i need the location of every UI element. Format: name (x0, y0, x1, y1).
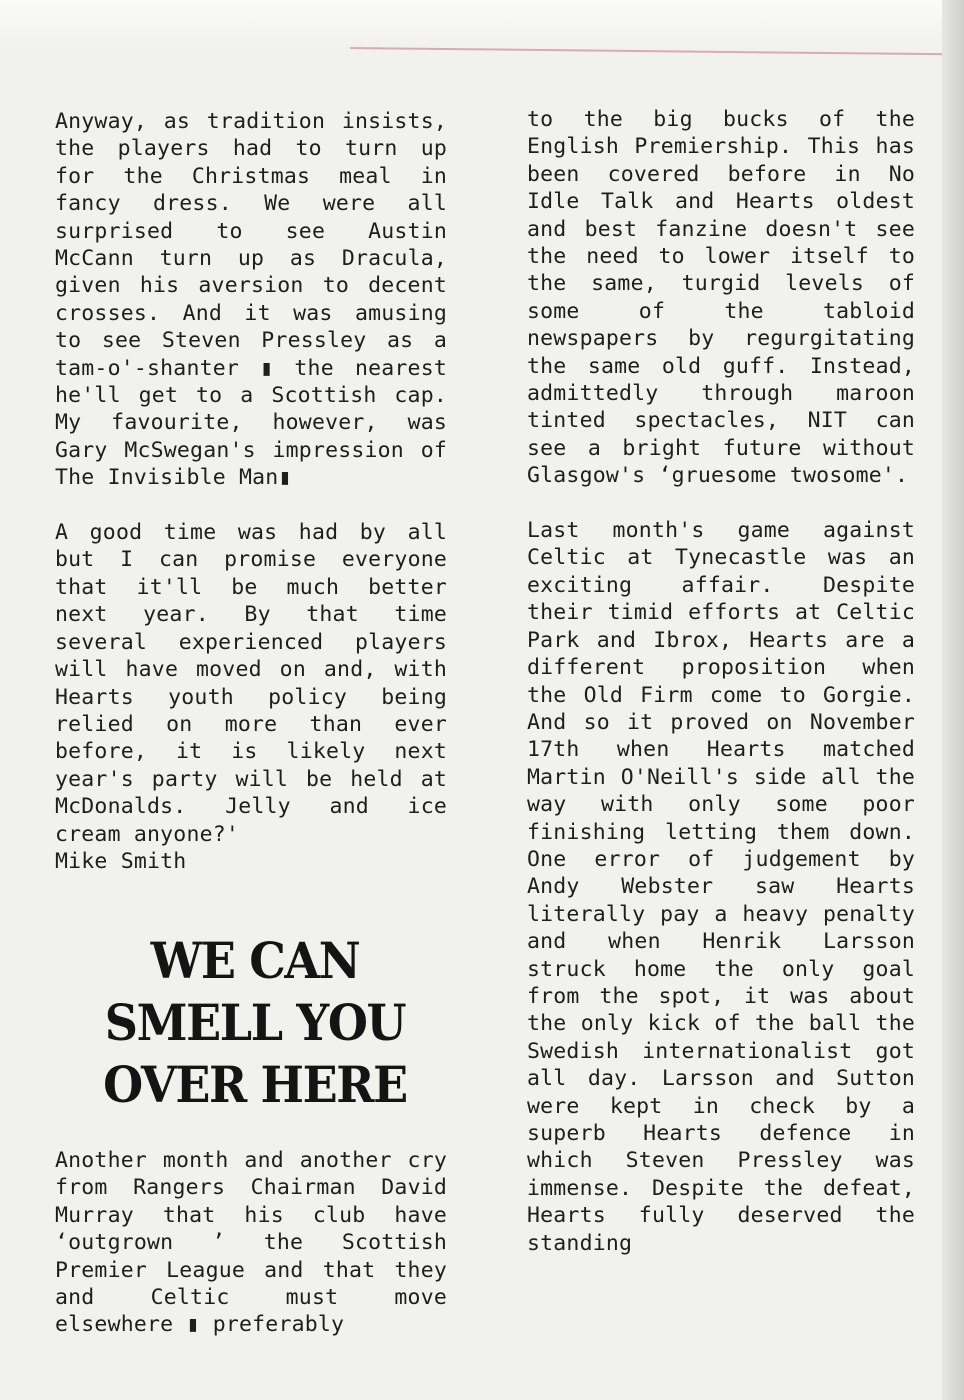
article-paragraph-match-report: Last month's game against Celtic at Tynecastle was an exciting affair. Despite their timid efforts at Celtic Park and Ibrox, Hearts are a different proposition when the Old Firm come to Gorgie. And so it proved on November 17th when Hearts matched Martin O'Neill's side all the way with only some poor finishing letting them down. One error of judgement by Andy Webster saw Hearts literally pay a heavy penalty and when Henrik Larsson struck home the only goal from the spot, it was about the only kick of the ball the Swedish internationalist got all day. Larsson and Sutton were kept in check by a superb Hearts defence in which Steven Pressley was immense. Despite the defeat, Hearts fully deserved the standing (527, 518, 915, 1256)
page-binding-shadow (942, 0, 964, 1400)
headline-line-2: SMELL YOU (104, 993, 406, 1052)
right-column (527, 106, 915, 1257)
headline-line-3: OVER HERE (103, 1055, 407, 1114)
article-headline (71, 930, 439, 1116)
christmas-paragraph-2: A good time was had by all but I can promise everyone that it'll be much better next year. By that time several experienced players will have moved on and, with Hearts youth policy being relied on more than ever before, it is likely next year's party will be held at McDonalds. Jelly and ice cream anyone?' (55, 520, 447, 847)
page-top-edge (0, 0, 964, 46)
author-signature: Mike Smith (55, 848, 187, 874)
headline-line-1: WE CAN (150, 931, 360, 990)
article-paragraph-premiership: to the big bucks of the English Premiership. This has been covered before in No Idle Talk and Hearts oldest and best fanzine doesn't see the need to lower itself to the same, turgid levels of some of the tabloid newspapers by regurgitating the same old guff. Instead, admittedly through maroon tinted spectacles, NIT can see a bright future without Glasgow's ‘gruesome twosome'. (527, 107, 915, 489)
page-edge-line (350, 47, 950, 55)
article-left-column (55, 1147, 447, 1339)
article-intro-paragraph: Another month and another cry from Rangers Chairman David Murray that his club have ‘outgrown ’ the Scottish Premier League and that they and Celtic must move elsewhere ▮ preferably (55, 1148, 447, 1338)
left-column (55, 108, 447, 875)
christmas-paragraph-1: Anyway, as tradition insists, the players had to turn up for the Christmas meal in fancy dress. We were all surprised to see Austin McCann turn up as Dracula, given his aversion to decent crosses. And it was amusing to see Steven Pressley as a tam-o'-shanter ▮ the nearest he'll get to a Scottish cap. My favourite, however, was Gary McSwegan's impression of The Invisible Man▮ (55, 109, 447, 491)
